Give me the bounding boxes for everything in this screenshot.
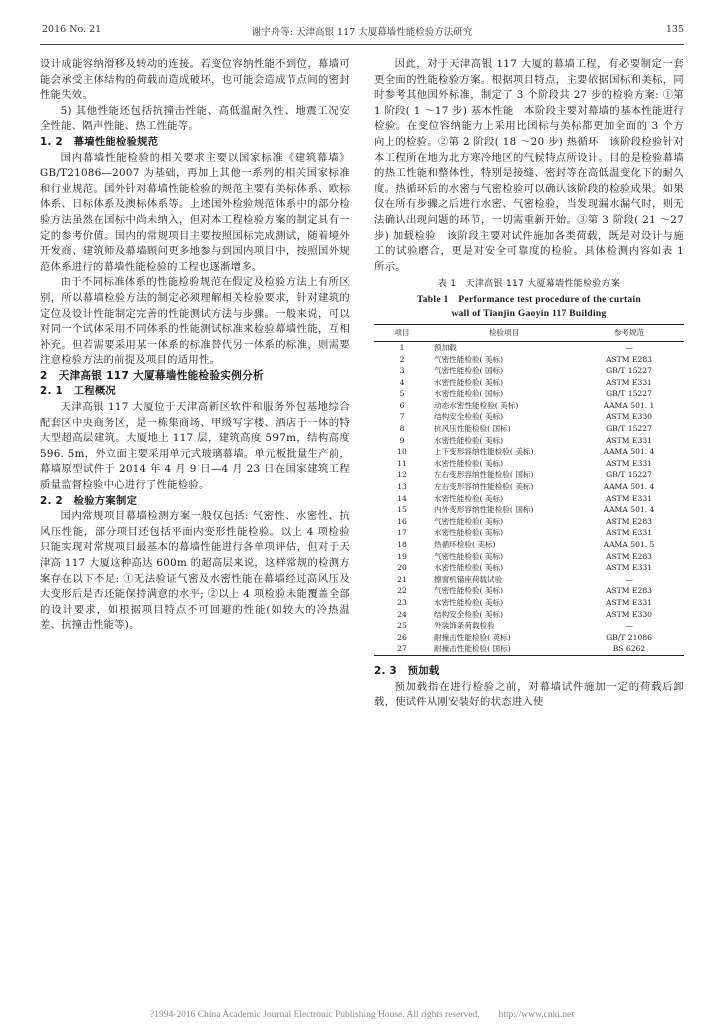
step-number-cell: 6: [399, 400, 405, 410]
table-row: [374, 341, 684, 353]
step-number-cell: 4: [399, 377, 405, 387]
reference-standard-cell: ASTM E331: [606, 435, 652, 445]
table-row: [374, 539, 684, 551]
test-item-cell: 左右变形容纳性能检验( 国标): [434, 470, 534, 480]
table-row: [374, 597, 684, 609]
table-header-row: [374, 325, 684, 342]
paragraph: 国内常规项目幕墙检测方案一般仅包括: 气密性、水密性、抗风压性能，部分项目还包括平面内变形性能检验。以上 4 项检验只能实现对常规项目最基本的幕墙性能进行各单项评估，但对于天津高 117 大厦这种高达 600m 的超高层来说，这样常规的检测方案存在以下不足: ①无法验证气密及水密性能在幕墙经过高风压及大变形后是否还能保持满意的水平; ②以上 4 项检验未能覆盖全部的设计要求，如根据项目特点不可回避的性能(如较大的冷热温差、抗撞击性能等)。: [40, 510, 350, 632]
header-divider: [40, 44, 684, 45]
section-heading-2-3: 2. 3 预加载: [374, 664, 440, 677]
column-header: 项目: [394, 328, 410, 338]
reference-standard-cell: ASTM E331: [606, 528, 652, 538]
step-number-cell: 1: [399, 342, 405, 352]
running-title: 谢宇舟等: 天津高银 117 大厦幕墙性能检验方法研究: [251, 27, 473, 38]
reference-standard-cell: ASTM E331: [606, 597, 652, 607]
reference-standard-cell: ASTM E330: [606, 412, 652, 422]
paragraph: 国内幕墙性能检验的相关要求主要以国家标准《建筑幕墙》GB/T21086—2007 为基础，再加上其他一系列的相关国家标准和行业规范。国外针对幕墙性能检验的规范主要有美标体系、欧标体系、日标体系及澳标体系等。上述国外检验规范体系中的部分检验方法虽然在国标中尚未纳入，但对本工程检验方案的制定具有一定的参考价值。国内的常规项目主要按照国标完成测试，随着境外开发商、建筑师及幕墙顾问更多地参与到国内项目中，按照国外规范体系进行的幕墙性能检验的工程也逐渐增多。: [40, 151, 350, 273]
section-heading-1-2: 1. 2 幕墙性能检验规范: [40, 135, 159, 148]
reference-standard-cell: AAMA 501. 4: [603, 482, 655, 492]
test-item-cell: 耐撞击性能检验( 英标): [434, 632, 511, 642]
section-heading-2-2: 2. 2 检验方案制定: [40, 494, 138, 507]
table-row: [374, 609, 684, 621]
test-item-cell: 水密性能检验( 美标): [434, 377, 504, 387]
step-number-cell: 27: [397, 644, 407, 654]
paragraph: 由于不同标准体系的性能检验规范在假定及检验方法上有所区别，所以幕墙检验方法的制定必须理解相关检验要求，针对建筑的定位及设计性能制定完善的性能测试方法与步骤。一般来说，可以对同一个试体采用不同体系的性能测试标准来检验幕墙性能，互相补充。但若需要采用某一体系的标准替代另一体系的标准，则需要注意检验方法的前提及项目的适用性。: [40, 276, 350, 367]
test-item-cell: 结构安全检验( 美标): [434, 412, 504, 422]
test-item-cell: 内外变形容纳性能检验( 国标): [434, 505, 534, 515]
test-item-cell: 气密性能检验( 美标): [434, 354, 504, 364]
reference-standard-cell: ASTM E283: [606, 586, 652, 596]
table-row: [374, 632, 684, 644]
step-number-cell: 7: [399, 412, 405, 422]
table-row: [374, 620, 684, 632]
step-number-cell: 17: [397, 528, 407, 538]
step-number-cell: 20: [397, 563, 407, 573]
step-number-cell: 24: [397, 609, 407, 619]
step-number-cell: 18: [397, 540, 407, 549]
test-item-cell: 水密性能检验( 美标): [434, 597, 504, 607]
step-number-cell: 11: [397, 458, 407, 468]
table-caption-chinese: 表 1 天津高银 117 大厦幕墙性能检验方案: [437, 279, 621, 290]
reference-standard-cell: GB/T 15227: [606, 389, 652, 399]
table-row: [374, 562, 684, 574]
test-item-cell: 擦窗机锚座荷载试验: [434, 574, 503, 584]
test-item-cell: 上下变形容纳性能检验( 美标): [434, 447, 534, 457]
test-item-cell: 结构安全检验( 美标): [434, 609, 504, 619]
reference-standard-cell: ASTM E283: [606, 516, 652, 526]
paragraph: 因此，对于天津高银 117 大厦的幕墙工程，有必要制定一套更全面的性能检验方案。根据项目特点，主要依据国标和美标，同时参考其他国外标准，制定了 3 个阶段共 27 步的检验方案: ①第 1 阶段( 1 ～17 步) 基本性能 本阶段主要对幕墙的基本性能进行检验。在变位容纳能力上采用比国标与美标都更加全面的 3 个方向上的检验。②第 2 阶段( 18 ～20 步) 热循环 该阶段检验针对本工程所在地为北方寒冷地区的气候特点所设计。目的是检验幕墙的热工性能和整体性，特别是接缝、密封等在高低温变化下的耐久度。热循环后的水密与气密检验可以确认该阶段的检验成果。如果仅在所有步骤之后进行水密、气密检验，当发现漏水漏气时，则无法确认出现问题的环节，一切需重新开始。③第 3 阶段( 21 ～27 步) 加载检验 该阶段主要对试件施加各类荷载，既是对设计与施工的试验磨合，更是对安全可靠度的检验。具体检测内容如表 1 所示。: [374, 58, 684, 273]
table-row: [374, 481, 684, 493]
test-item-cell: 左右变形容纳性能检验( 美标): [434, 482, 534, 492]
step-number-cell: 12: [397, 470, 407, 480]
reference-standard-cell: ASTM E331: [606, 458, 652, 468]
copyright-footer: ?1994-2016 China Academic Journal Electronic Publishing House. All rights reserved. http://www.cnki.net: [150, 1010, 574, 1020]
test-item-cell: 水密性能检验( 国标): [434, 389, 504, 399]
reference-standard-cell: —: [625, 574, 633, 584]
section-heading-2-1: 2. 1 工程概况: [40, 385, 117, 398]
table-row: [374, 469, 684, 481]
test-item-cell: 热循环检验( 美标): [434, 540, 496, 549]
table-row: [374, 516, 684, 528]
paragraph: 5) 其他性能还包括抗撞击性能、高低温耐久性、地震工况安全性能、隔声性能、热工性能等。: [40, 104, 350, 133]
reference-standard-cell: GB/T 15227: [606, 470, 652, 480]
reference-standard-cell: ASTM E331: [606, 493, 652, 503]
table-row: [374, 551, 684, 563]
reference-standard-cell: AAMA 501. 4: [603, 505, 655, 515]
step-number-cell: 2: [399, 354, 405, 364]
table-row: [374, 377, 684, 389]
left-column: [40, 57, 350, 634]
reference-standard-cell: —: [625, 342, 633, 352]
test-item-cell: 外装饰条荷载检验: [434, 621, 495, 631]
reference-standard-cell: ASTM E331: [606, 377, 652, 387]
table-row: [374, 400, 684, 412]
test-item-cell: 气密性能检验( 美标): [434, 586, 504, 596]
reference-standard-cell: AAMA 501. 5: [603, 540, 655, 549]
reference-standard-cell: GB/T 15227: [606, 424, 652, 434]
test-item-cell: 气密性能检验( 美标): [434, 516, 504, 526]
step-number-cell: 9: [399, 435, 405, 445]
test-item-cell: 预加载: [434, 342, 457, 352]
step-number-cell: 3: [399, 366, 405, 376]
page-number: 135: [665, 24, 684, 35]
step-number-cell: 5: [399, 389, 405, 399]
reference-standard-cell: —: [625, 621, 633, 631]
step-number-cell: 26: [397, 632, 407, 642]
reference-standard-cell: GB/T 21086: [606, 632, 652, 642]
table-row: [374, 354, 684, 366]
table-row: [374, 585, 684, 597]
journal-issue: 2016 No. 21: [42, 24, 102, 35]
table-row: [374, 446, 684, 458]
reference-standard-cell: AAMA 501. 1: [603, 400, 655, 410]
step-number-cell: 15: [397, 505, 407, 515]
page-header: [40, 8, 684, 38]
table-row: [374, 574, 684, 586]
table-row: [374, 643, 684, 655]
test-item-cell: 水密性能检验( 美标): [434, 563, 504, 573]
reference-standard-cell: ASTM E331: [606, 563, 652, 573]
reference-standard-cell: ASTM E283: [606, 354, 652, 364]
table-row: [374, 435, 684, 447]
step-number-cell: 19: [397, 551, 407, 561]
table-row: [374, 493, 684, 505]
paragraph: 设计成能容纳滑移及转动的连接。若变位容纳性能不到位，幕墙可能会承受主体结构的荷载而造成破坏，也可能会造成节点间的密封性能失效。: [40, 58, 350, 102]
step-number-cell: 10: [397, 447, 407, 457]
table-row: [374, 458, 684, 470]
test-item-cell: 水密性能检验( 美标): [434, 435, 504, 445]
table-row: [374, 388, 684, 400]
table-row: [374, 411, 684, 423]
step-number-cell: 16: [397, 516, 407, 526]
table-row: [374, 423, 684, 435]
table-row: [374, 504, 684, 516]
step-number-cell: 22: [397, 586, 407, 596]
table-caption-english-line1: Table 1 Performance test procedure of the curtain: [416, 295, 641, 306]
step-number-cell: 25: [397, 621, 407, 631]
reference-standard-cell: ASTM E283: [606, 551, 652, 561]
paragraph: 预加载指在进行检验之前，对幕墙试件施加一定的荷载后卸载，使试件从刚安装好的状态进入使: [374, 680, 684, 709]
test-item-cell: 水密性能检验( 美标): [434, 458, 504, 468]
test-item-cell: 气密性能检验( 国标): [434, 366, 504, 376]
test-item-cell: 气密性能检验( 美标): [434, 551, 504, 561]
test-item-cell: 耐撞击性能检验( 国标): [434, 644, 511, 654]
step-number-cell: 13: [397, 482, 407, 492]
reference-standard-cell: GB/T 15227: [606, 366, 652, 376]
table-row: [374, 365, 684, 377]
reference-standard-cell: ASTM E330: [606, 609, 652, 619]
performance-test-table: [374, 324, 684, 656]
column-header: 参考规范: [613, 328, 645, 338]
paragraph: 天津高银 117 大厦位于天津高新区软件和服务外包基地综合配套区中央商务区，是一栋集商场、甲级写字楼、酒店于一体的特大型超高层建筑。大厦地上 117 层，建筑高度 597m，结构高度 596. 5m，外立面主要采用单元式玻璃幕墙。单元板批量生产前，幕墙原型试件于 2014 年 4 月 9 日—4 月 23 日在国家建筑工程质量监督检验中心进行了性能检验。: [40, 401, 350, 492]
test-item-cell: 动态水密性能检验( 美标): [434, 400, 519, 410]
step-number-cell: 23: [397, 597, 407, 607]
reference-standard-cell: AAMA 501. 4: [603, 447, 655, 457]
step-number-cell: 8: [399, 424, 405, 434]
test-item-cell: 水密性能检验( 美标): [434, 528, 504, 538]
table-caption-english-line2: wall of Tianjin Gaoyin 117 Building: [451, 309, 607, 320]
reference-standard-cell: BS 6262: [612, 644, 646, 654]
step-number-cell: 14: [397, 493, 407, 503]
test-item-cell: 水密性能检验( 美标): [434, 493, 504, 503]
right-column: [374, 57, 684, 711]
test-item-cell: 抗风压性能检验( 国标): [434, 424, 511, 434]
section-heading-2: 2 天津高银 117 大厦幕墙性能检验实例分析: [40, 369, 264, 382]
column-header: 检验项目: [488, 328, 520, 338]
table-row: [374, 527, 684, 539]
step-number-cell: 21: [397, 574, 407, 584]
